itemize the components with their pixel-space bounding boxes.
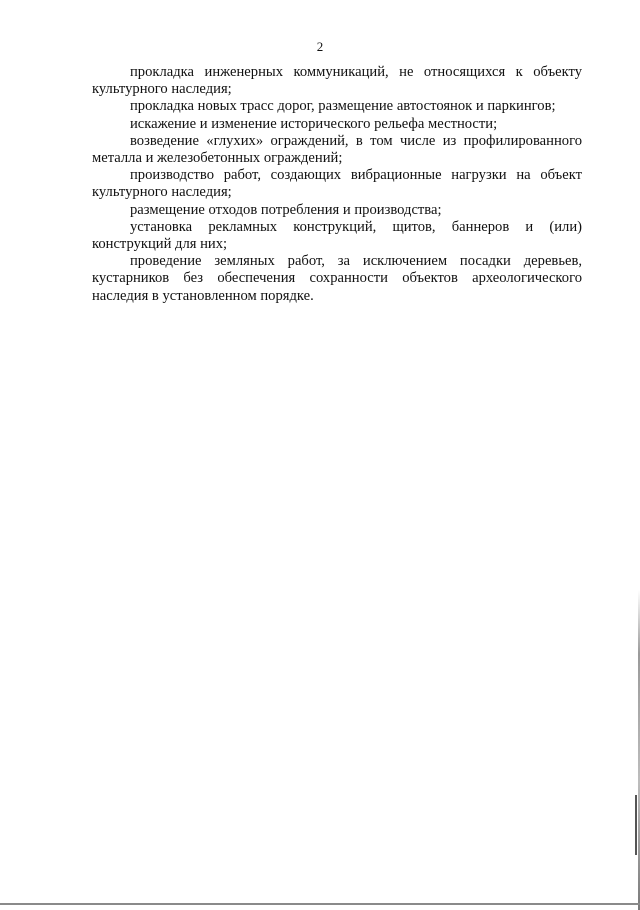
document-body [92, 64, 582, 305]
list-item: установка рекламных конструкций, щитов, баннеров и (или) конструкций для них; [92, 218, 582, 253]
page-number: 2 [316, 39, 324, 54]
list-item: производство работ, создающих вибрационные нагрузки на объект культурного наследия; [92, 167, 582, 201]
list-item: прокладка новых трасс дорог, размещение автостоянок и паркингов; [130, 98, 556, 115]
list-item: искажение и изменение исторического рельефа местности; [130, 115, 498, 132]
list-item: размещение отходов потребления и производства; [130, 201, 442, 218]
list-item: проведение земляных работ, за исключением посадки деревьев, кустарников без обеспечения сохранности объектов археологического наследия в установленном порядке. [92, 253, 582, 304]
list-item: возведение «глухих» ограждений, в том числе из профилированного металла и железобетонных ограждений; [92, 132, 582, 167]
list-item: прокладка инженерных коммуникаций, не относящихся к объекту культурного наследия; [92, 64, 582, 98]
scan-mark [635, 795, 637, 855]
